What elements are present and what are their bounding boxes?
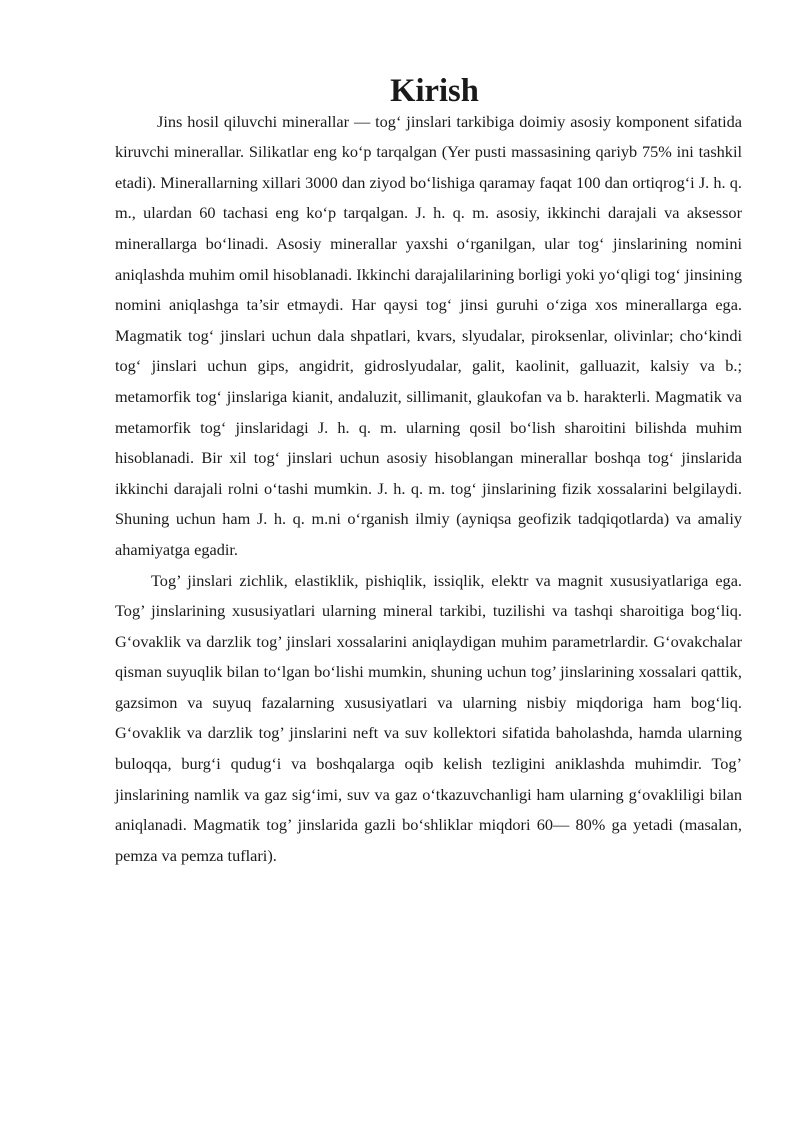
paragraph-1: Jins hosil qiluvchi minerallar — tog‘ jinslari tarkibiga doimiy asosiy komponent sifatida kiruvchi minerallar. Silikatlar eng ko‘p tarqalgan (Yer pusti massasining qariyb 75% ini tashkil etadi). Minerallarning xillari 3000 dan ziyod bo‘lishiga qaramay faqat 100 dan ortiqrog‘i J. h. q. m., ulardan 60 tachasi eng ko‘p tarqalgan. J. h. q. m. asosiy, ikkinchi darajali va aksessor minerallarga bo‘linadi. Asosiy minerallar yaxshi o‘rganilgan, ular tog‘ jinslarining nomini aniqlashda muhim omil hisoblanadi. Ikkinchi darajalilarining borligi yoki yo‘qligi tog‘ jinsining nomini aniqlashga ta’sir etmaydi. Har qaysi tog‘ jinsi guruhi o‘ziga xos minerallarga ega. Magmatik tog‘ jinslari uchun dala shpatlari, kvars, slyudalar, piroksenlar, olivinlar; cho‘kindi tog‘ jinslari uchun gips, angidrit, gidroslyudalar, galit, kaolinit, galluazit, kalsiy va b.; metamorfik tog‘ jinslariga kianit, andaluzit, sillimanit, glaukofan va b. harakterli. Magmatik va metamorfik tog‘ jinslaridagi J. h. q. m. ularning qosil bo‘lish sharoitini bilishda muhim hisoblanadi. Bir xil tog‘ jinslari uchun asosiy hisoblangan minerallar boshqa tog‘ jinslarida ikkinchi darajali rolni o‘tashi mumkin. J. h. q. m. tog‘ jinslarining fizik xossalarini belgilaydi. Shuning uchun ham J. h. q. m.ni o‘rganish ilmiy (ayniqsa geofizik tadqiqotlarda) va amaliy ahamiyatga egadir. <box>115 111 742 559</box>
document-page <box>115 73 742 871</box>
page-title: Kirish <box>390 73 479 109</box>
paragraph-2: Tog’ jinslari zichlik, elastiklik, pishiqlik, issiqlik, elektr va magnit xususiyatlariga ega. Tog’ jinslarining xususiyatlari ularning mineral tarkibi, tuzilishi va tashqi sharoitiga bog‘liq. G‘ovaklik va darzlik tog’ jinslari xossalarini aniqlaydigan muhim parametrlardir. G‘ovakchalar qisman suyuqlik bilan to‘lgan bo‘lishi mumkin, shuning uchun tog’ jinslarining xossalari qattik, gazsimon va suyuq fazalarning xususiyatlari va ularning nisbiy miqdoriga ham bog‘liq. G‘ovaklik va darzlik tog’ jinslarini neft va suv kollektori sifatida baholashda, hamda ularning buloqqa, burg‘i qudug‘i va boshqalarga oqib kelish tezligini aniklashda muhimdir. Tog’ jinslarining namlik va gaz sig‘imi, suv va gaz o‘tkazuvchanligi ham ularning g‘ovakliligi bilan aniqlanadi. Magmatik tog’ jinslarida gazli bo‘shliklar miqdori 60— 80% ga yetadi (masalan, pemza va pemza tuflari). <box>115 570 742 865</box>
